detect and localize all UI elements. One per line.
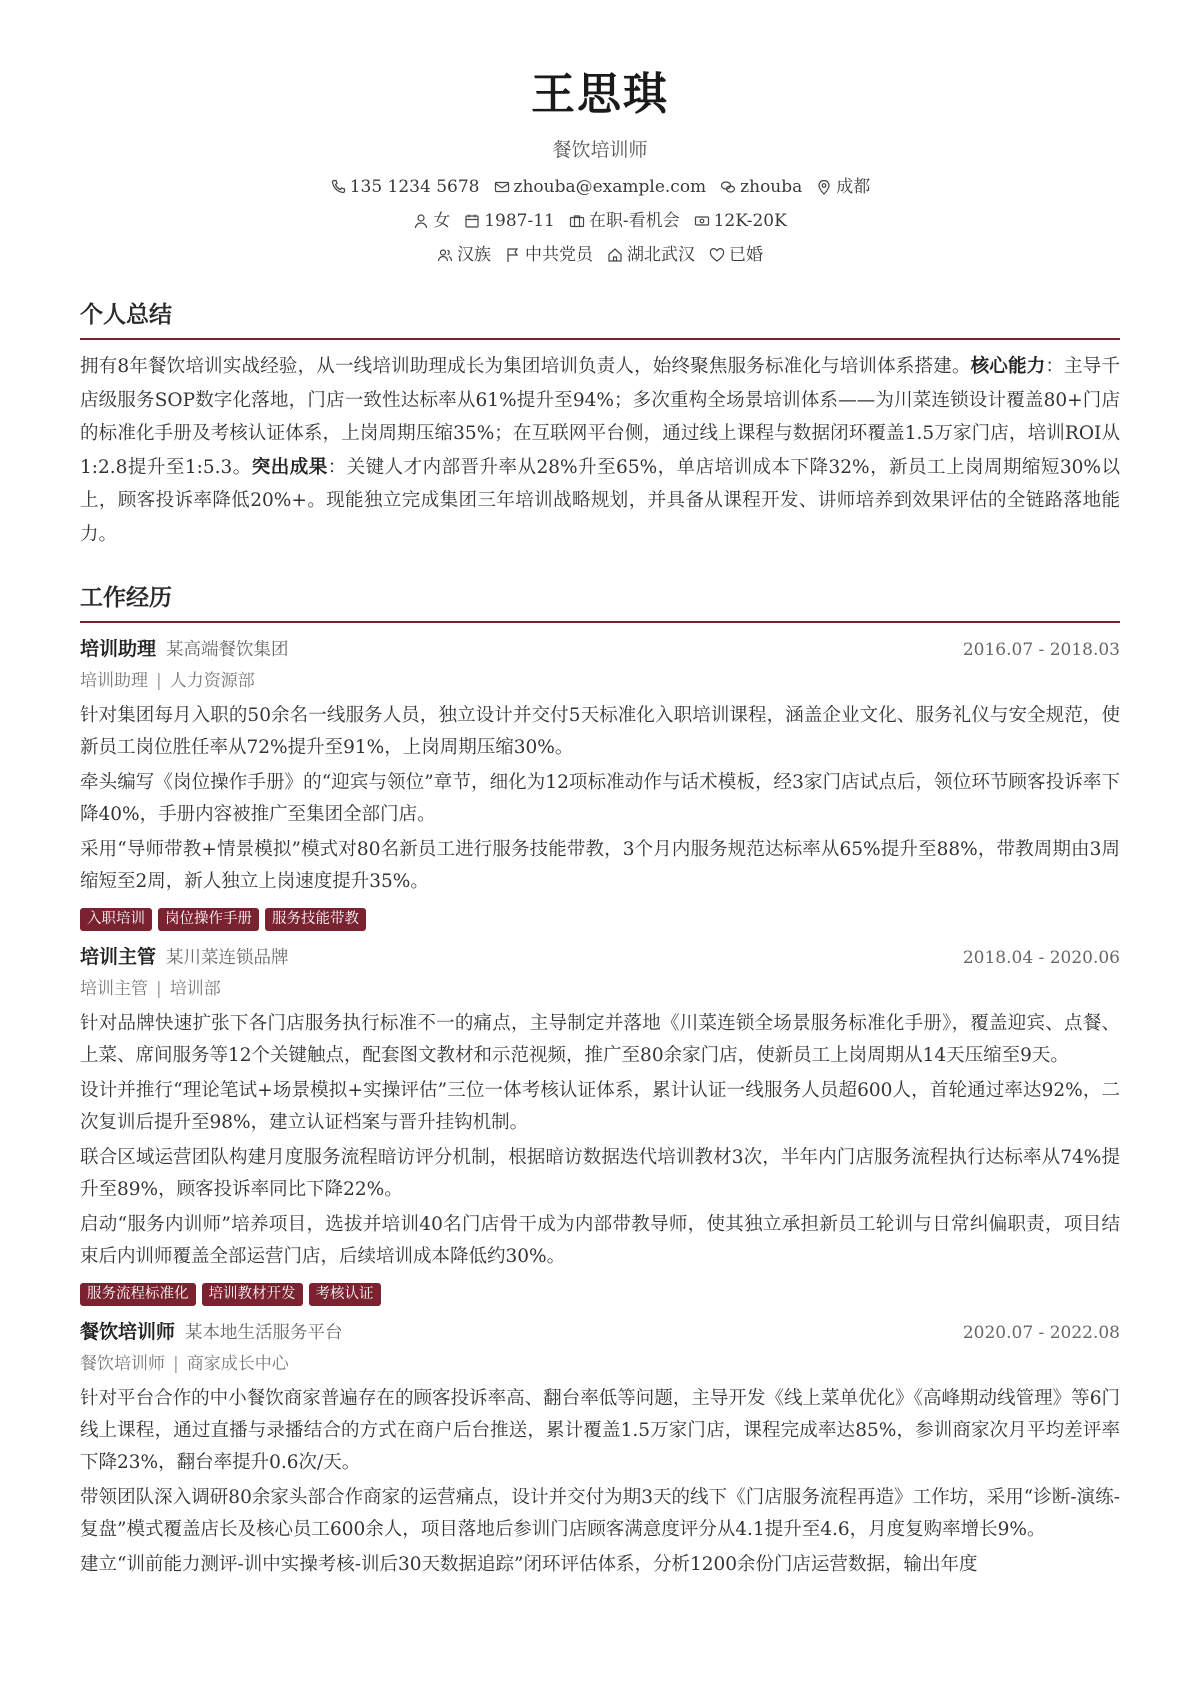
job-bullet: 针对平台合作的中小餐饮商家普遍存在的顾客投诉率高、翻台率低等问题，主导开发《线上菜单优化》《高峰期动线管理》等6门线上课程，通过直播与录播结合的方式在商户后台推送，累计覆盖1.5万家门店，课程完成率达85%，参训商家次月平均差评率下降23%，翻台率提升0.6次/天。 [80,1388,1120,1473]
salary-item [694,204,787,238]
politics-text: 中共党员 [525,245,593,265]
status-item [569,204,680,238]
job-bullet: 建立“训前能力测评-训中实操考核-训后30天数据追踪”闭环评估体系，分析1200余份门店运营数据，输出年度 [80,1554,978,1575]
job-position: 餐饮培训师 [80,1354,165,1374]
job-bullet: 采用“导师带教+情景模拟”模式对80名新员工进行服务技能带教，3个月内服务规范达标率从65%提升至88%，带教周期由3周缩短至2周，新人独立上岗速度提升35%。 [80,839,1120,892]
summary-bold-core: 核心能力 [970,356,1046,377]
city-text: 成都 [836,177,871,197]
job-bullet: 针对集团每月入职的50余名一线服务人员，独立设计并交付5天标准化入职培训课程，涵盖企业文化、服务礼仪与安全规范，使新员工岗位胜任率从72%提升至91%，上岗周期压缩30%。 [80,705,1120,758]
skill-tag: 服务流程标准化 [80,1283,196,1306]
summary-bold-results: 突出成果 [251,456,328,478]
email-item[interactable] [494,170,707,204]
wechat-text: zhouba [740,177,803,197]
job-subtitle [80,1348,1120,1380]
phone-item[interactable] [330,170,480,204]
phone-text: 135 1234 5678 [349,177,480,197]
mail-icon [494,179,510,195]
gender-text: 女 [433,211,451,231]
skill-tag: 考核认证 [309,1283,381,1306]
job-position: 培训助理 [80,671,148,691]
job-entry [80,1316,1120,1581]
experience-section [80,581,1120,1581]
job-company: 某川菜连锁品牌 [166,948,289,968]
divider: | [156,979,162,999]
contact-row [80,170,1120,204]
phone-icon [330,179,346,195]
divider: | [173,1354,179,1374]
status-text: 在职-看机会 [588,211,680,231]
job-subtitle [80,973,1120,1005]
summary-text [80,350,1120,551]
hometown-text: 湖北武汉 [627,245,695,265]
summary-title: 个人总结 [80,298,1120,340]
summary-part-3: ：关键人才内部晋升率从28%升至65%，单店培训成本下降32%，新员工上岗周期缩短30%以上，顾客投诉率降低20%+。现能独立完成集团三年培训战略规划，并具备从课程开发、讲师培养到效果评估的全链路落地能力。 [80,456,1120,545]
candidate-name: 王思琪 [531,69,669,120]
job-company: 某本地生活服务平台 [185,1323,343,1343]
job-tags [80,1283,1120,1306]
money-icon [694,213,710,229]
skill-tag: 服务技能带教 [265,908,366,931]
job-header [80,633,1120,665]
candidate-title: 餐饮培训师 [552,139,648,161]
birth-text: 1987-11 [484,211,555,231]
salary-text: 12K-20K [713,211,787,231]
calendar-icon [464,213,480,229]
location-icon [816,179,832,195]
birth-item [464,204,555,238]
job-subtitle [80,665,1120,697]
job-entry [80,941,1120,1306]
job-date: 2020.07 - 2022.08 [962,1323,1120,1343]
job-bullet: 牵头编写《岗位操作手册》的“迎宾与领位”章节，细化为12项标准动作与话术模板，经3家门店试点后，领位环节顾客投诉率下降40%，手册内容被推广至集团全部门店。 [80,772,1120,825]
summary-section [80,298,1120,551]
home-icon [607,247,623,263]
job-bullet: 针对品牌快速扩张下各门店服务执行标准不一的痛点，主导制定并落地《川菜连锁全场景服务标准化手册》，覆盖迎宾、点餐、上菜、席间服务等12个关键触点，配套图文教材和示范视频，推广至80余家门店，使新员工上岗周期从14天压缩至9天。 [80,1013,1120,1066]
job-date: 2018.04 - 2020.06 [962,948,1120,968]
job-bullet: 启动“服务内训师”培养项目，选拔并培训40名门店骨干成为内部带教导师，使其独立承担新员工轮训与日常纠偏职责，项目结束后内训师覆盖全部运营门店，后续培训成本降低约30%。 [80,1214,1120,1267]
flag-icon [505,247,521,263]
job-header [80,1316,1120,1348]
summary-part-2: ：主导千店级服务SOP数字化落地，门店一致性达标率从61%提升至94%；多次重构全场景培训体系——为川菜连锁设计覆盖80+门店的标准化手册及考核认证体系，上岗周期压缩35%；在互联网平台侧，通过线上课程与数据闭环覆盖1.5万家门店，培训ROI从1:2.8提升至1:5.3。 [80,356,1120,478]
job-role: 培训主管 [80,946,157,968]
job-bullet: 联合区域运营团队构建月度服务流程暗访评分机制，根据暗访数据迭代培训教材3次，半年内门店服务流程执行达标率从74%提升至89%，顾客投诉率同比下降22%。 [80,1147,1120,1200]
email-text: zhouba@example.com [513,177,707,197]
skill-tag: 培训教材开发 [202,1283,303,1306]
experience-title: 工作经历 [80,581,1120,623]
job-tags [80,908,1120,931]
city-item [816,170,870,204]
job-date: 2016.07 - 2018.03 [962,640,1120,660]
job-company: 某高端餐饮集团 [166,640,289,660]
group-icon [437,247,453,263]
summary-part-1: 拥有8年餐饮培训实战经验，从一线培训助理成长为集团培训负责人，始终聚焦服务标准化与培训体系搭建。 [80,356,971,377]
job-department: 培训部 [169,979,221,999]
job-position: 培训主管 [80,979,148,999]
job-role: 培训助理 [80,638,157,660]
skill-tag: 入职培训 [80,908,152,931]
wechat-item[interactable] [720,170,802,204]
marital-text: 已婚 [729,245,763,265]
job-bullet: 设计并推行“理论笔试+场景模拟+实操评估”三位一体考核认证体系，累计认证一线服务人员超600人，首轮通过率达92%，二次复训后提升至98%，建立认证档案与晋升挂钩机制。 [80,1080,1120,1133]
job-role: 餐饮培训师 [80,1321,176,1343]
marital-item [709,238,763,272]
wechat-icon [720,179,736,195]
job-department: 人力资源部 [169,671,255,691]
personal-info-row [80,238,1120,272]
heart-icon [709,247,725,263]
skill-tag: 岗位操作手册 [158,908,259,931]
divider: | [156,671,162,691]
hometown-item [607,238,695,272]
user-icon [413,213,429,229]
job-entry [80,633,1120,931]
briefcase-icon [569,213,585,229]
ethnicity-text: 汉族 [457,245,491,265]
gender-item [413,204,450,238]
job-department: 商家成长中心 [186,1354,289,1374]
ethnicity-item [437,238,491,272]
politics-item [505,238,593,272]
job-bullet: 带领团队深入调研80余家头部合作商家的运营痛点，设计并交付为期3天的线下《门店服务流程再造》工作坊，采用“诊断-演练-复盘”模式覆盖店长及核心员工600余人，项目落地后参训门店顾客满意度评分从4.1提升至4.6，月度复购率增长9%。 [80,1487,1120,1540]
basic-info-row [80,204,1120,238]
job-header [80,941,1120,973]
